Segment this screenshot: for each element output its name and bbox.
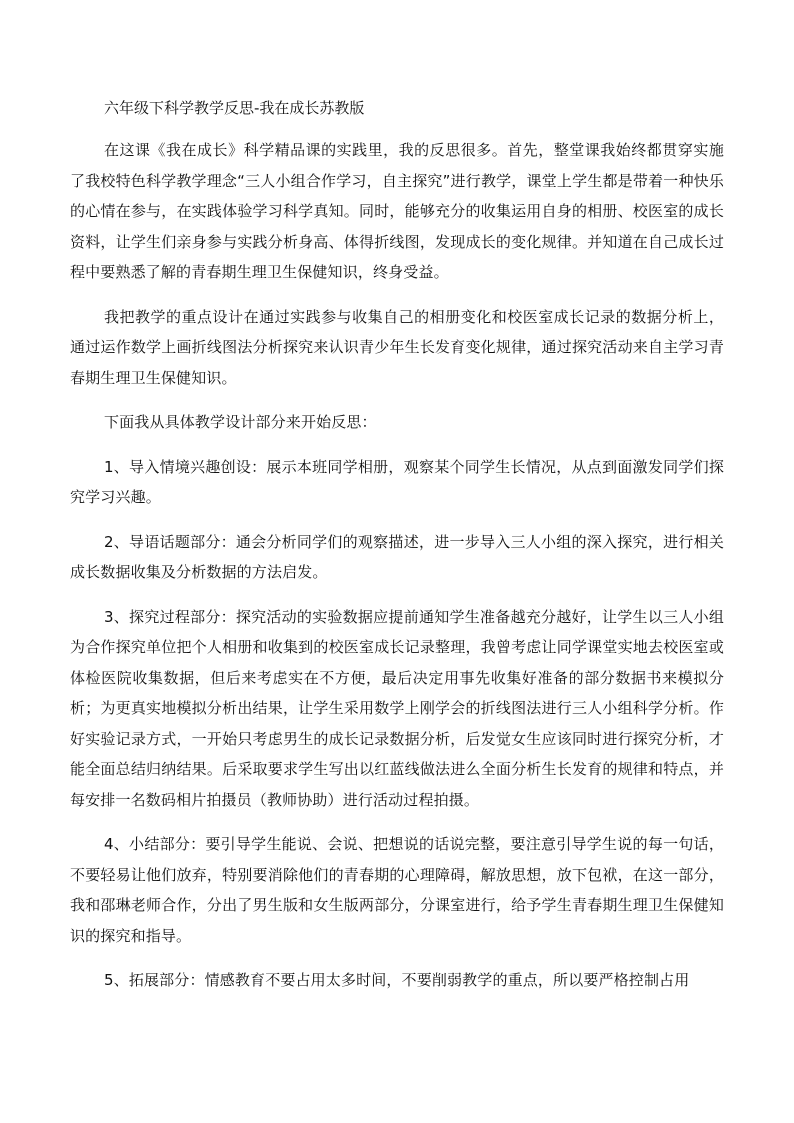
paragraph-item-1: 1、导入情境兴趣创设：展示本班同学相册，观察某个同学生长情况，从点到面激发同学们探究学习兴趣。 xyxy=(70,457,724,506)
paragraph-item-2: 2、导语话题部分：通会分析同学们的观察描述，进一步导入三人小组的深入探究，进行相关成长数据收集及分析数据的方法启发。 xyxy=(70,532,724,581)
document-title: 六年级下科学教学反思-我在成长苏教版 xyxy=(104,99,365,117)
paragraph-item-3: 3、探究过程部分：探究活动的实验数据应提前通知学生准备越充分越好，让学生以三人小组为合作探究单位把个人相册和收集到的校医室成长记录整理，我曾考虑让同学课堂实地去校医室或体检医院收集数据，但后来考虑实在不方便，最后决定用事先收集好准备的部分数据书来模拟分析；为更真实地模拟分析出结果，让学生采用数学上刚学会的折线图法进行三人小组科学分析。作好实验记录方式，一开始只考虑男生的成长记录数据分析，后发觉女生应该同时进行探究分析，才能全面总结归纳结果。后采取要求学生写出以红蓝线做法进么全面分析生长发育的规律和特点，并每安排一名数码相片拍摄员（教师协助）进行活动过程拍摄。 xyxy=(70,607,724,809)
paragraph-item-5: 5、拓展部分：情感教育不要占用太多时间，不要削弱教学的重点，所以要严格控制占用 xyxy=(104,971,690,989)
paragraph-focus: 我把教学的重点设计在通过实践参与收集自己的相册变化和校医室成长记录的数据分析上，通过运作数学上画折线图法分析探究来认识青少年生长发育变化规律，通过探究活动来自主学习青春期生理卫生保健知识。 xyxy=(70,307,724,387)
paragraph-reflection-intro: 下面我从具体教学设计部分来开始反思： xyxy=(104,413,377,431)
document-body xyxy=(70,95,724,996)
paragraph-item-4: 4、小结部分：要引导学生能说、会说、把想说的话说完整，要注意引导学生说的每一句话，不要轻易让他们放弃，特别要消除他们的青春期的心理障碍，解放思想，放下包袱，在这一部分，我和邵琳老师合作，分出了男生版和女生版两部分，分课室进行，给予学生青春期生理卫生保健知识的探究和指导。 xyxy=(70,835,724,945)
paragraph-intro: 在这课《我在成长》科学精品课的实践里，我的反思很多。首先，整堂课我始终都贯穿实施了我校特色科学教学理念“三人小组合作学习，自主探究”进行教学，课堂上学生都是带着一种快乐的心情在参与，在实践体验学习科学真知。同时，能够充分的收集运用自身的相册、校医室的成长资料，让学生们亲身参与实践分析身高、体得折线图，发现成长的变化规律。并知道在自己成长过程中要熟悉了解的青春期生理卫生保健知识，终身受益。 xyxy=(70,141,724,281)
